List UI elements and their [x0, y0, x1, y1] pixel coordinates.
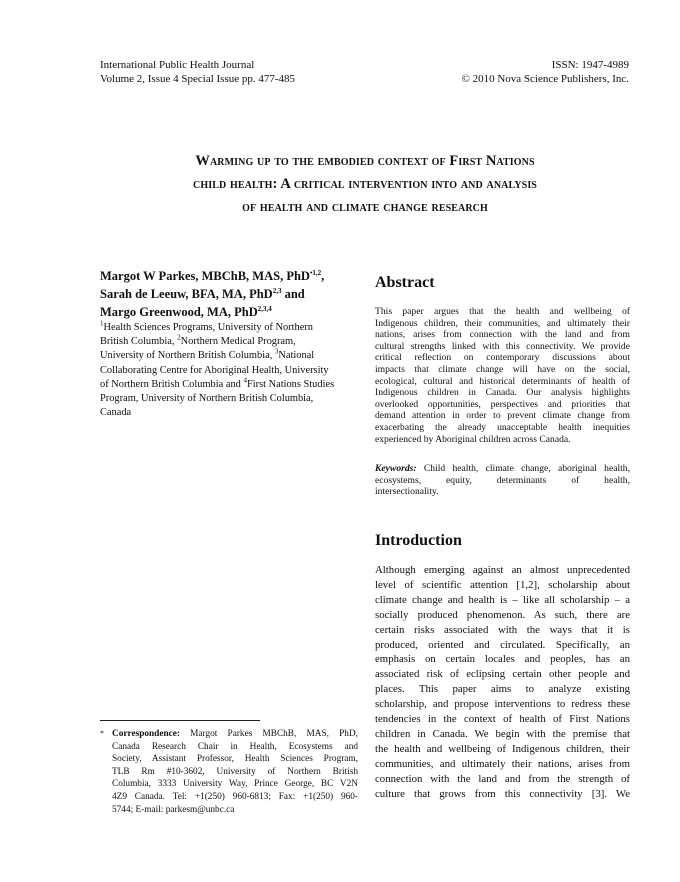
affiliation-text: British Columbia, — [100, 336, 178, 348]
affiliation-text: National — [278, 350, 315, 362]
abstract-line: critical reflection on contemporary discussions about — [375, 352, 630, 364]
affiliation-line: Canada — [100, 407, 132, 419]
abstract-line: impacts that climate change will have on the social, — [375, 363, 630, 375]
title-line: of health and climate change research — [242, 199, 488, 215]
intro-line: level of scientific attention [1,2], scholarship about — [375, 578, 630, 591]
footnote-line: Society, Assistant Professor, Health Sciences Program, — [112, 754, 358, 765]
abstract-line: nations, arises from connection with the land and from — [375, 329, 630, 341]
abstract-heading: Abstract — [375, 274, 435, 291]
affiliation-line — [100, 335, 352, 349]
author-affil-marks: 2,3,4 — [257, 304, 272, 313]
intro-line: children in Canada. We begin with the premise that — [375, 727, 630, 740]
author-list — [100, 267, 352, 321]
correspondence-footnote — [100, 728, 358, 816]
intro-line: produced, oriented and circulated. Specifically, an — [375, 638, 630, 651]
paper-title — [95, 150, 635, 219]
abstract-line: experienced by Aboriginal children across Canada. — [375, 433, 571, 445]
affiliation-mark: 3 — [274, 347, 279, 356]
abstract-line: overlooked opportunities, perspectives and priorities that — [375, 398, 630, 410]
journal-volume: Volume 2, Issue 4 Special Issue pp. 477-485 — [100, 73, 296, 85]
affiliation-line — [100, 378, 352, 392]
affiliation-line: Program, University of Northern British Columbia, — [100, 393, 314, 405]
journal-name: International Public Health Journal — [100, 59, 255, 71]
abstract-line: Indigenous children, their communities, and ultimately their — [375, 317, 630, 329]
affiliation-text: First Nations Studies — [246, 378, 335, 390]
affiliation-text: of Northern British Columbia and — [100, 378, 244, 390]
intro-line: Although emerging against an almost unprecedented — [375, 564, 630, 576]
abstract-line: exacerbating the already unacceptable health inequities — [375, 421, 630, 433]
intro-line: the health and wellbeing of Indigenous children, their — [375, 742, 630, 755]
author-separator: and — [281, 287, 305, 301]
intro-line: emphasis on certain locales and peoples, has an — [375, 653, 630, 666]
abstract-text — [375, 306, 630, 445]
intro-line: climate change and health is – like all scholarship – a — [375, 593, 630, 606]
author-name: Margo Greenwood, MA, PhD — [100, 305, 258, 319]
journal-issn: ISSN: 1947-4989 — [551, 59, 629, 71]
intro-line: connection with the land and from the strength of — [375, 772, 630, 785]
abstract-line: Indigenous children in Canada. Our analysis highlights — [375, 387, 630, 399]
author-line — [100, 267, 352, 285]
footnote-line: 5744; E-mail: parkesm@unbc.ca — [112, 804, 235, 815]
journal-copyright: © 2010 Nova Science Publishers, Inc. — [461, 73, 629, 85]
abstract-line: cultural strengths linked with this connectivity. We provide — [375, 340, 630, 352]
affiliation-text: Northern Medical Program, — [180, 336, 296, 348]
correspondence-label: Correspondence: — [112, 729, 180, 739]
title-line: Warming up to the embodied context of First Nations — [195, 153, 535, 169]
author-line — [100, 285, 352, 303]
running-header-left — [100, 58, 295, 86]
keywords-line: intersectionality. — [375, 486, 439, 498]
intro-line: culture that grows from this connectivity [3]. We — [375, 787, 630, 800]
affiliation-text: Health Sciences Programs, University of Northern — [103, 322, 313, 333]
affiliation-mark: 2 — [177, 333, 181, 342]
intro-line: communities, and ultimately their nations, arises from — [375, 757, 630, 770]
footnote-line: Canada Research Chair in Health, Ecosystems and — [112, 741, 358, 752]
footnote-line: TLB Rm #10-3602, University of Northern British — [112, 766, 358, 777]
title-line: child health: A critical intervention into and analysis — [193, 176, 537, 192]
footnote-divider — [100, 720, 260, 721]
author-affil-marks: 2,3 — [272, 286, 282, 295]
author-line — [100, 303, 352, 321]
keywords-line — [375, 463, 630, 475]
intro-line: places. This paper aims to analyze existing — [375, 683, 630, 696]
intro-line: associated risk of eclipsing certain other people and — [375, 668, 630, 681]
keywords-line: ecosystems, equity, determinants of health, — [375, 474, 630, 486]
affiliation-mark: 1 — [100, 319, 104, 328]
author-name: Sarah de Leeuw, BFA, MA, PhD — [100, 287, 273, 301]
introduction-text — [375, 563, 630, 802]
affiliation-line — [100, 349, 352, 363]
footnote-mark: * — [100, 729, 104, 738]
intro-line: certain risks associated with the ways that it is — [375, 623, 630, 636]
abstract-line: demand attention in order to prevent climate change from — [375, 410, 630, 422]
abstract-line: ecological, cultural and historical determinants of health of — [375, 375, 630, 387]
affiliations — [100, 321, 352, 420]
keywords-text: Child health, climate change, aboriginal health, — [416, 463, 630, 474]
footnote-line: 4Z9 Canada. Tel: +1(250) 960-6813; Fax: +1(250) 960- — [112, 791, 358, 802]
author-name: Margot W Parkes, MBChB, MAS, PhD — [100, 269, 310, 283]
running-header-right — [461, 58, 629, 86]
abstract-line: This paper argues that the health and wellbeing of — [375, 306, 630, 317]
introduction-heading: Introduction — [375, 532, 462, 549]
author-separator: , — [321, 269, 325, 283]
footnote-text: Margot Parkes MBChB, MAS, PhD, — [180, 729, 358, 739]
affiliation-mark: 4 — [243, 376, 247, 385]
intro-line: socially produced phenomenon. As such, there are — [375, 608, 630, 621]
affiliation-line: Collaborating Centre for Aboriginal Health, University — [100, 364, 329, 376]
footnote-line: Columbia, 3333 University Way, Prince George, BC V2N — [112, 779, 358, 790]
intro-line: tendencies in the context of health of First Nations — [375, 713, 630, 726]
footnote-line — [100, 728, 358, 741]
affiliation-text: University of Northern British Columbia, — [100, 350, 275, 362]
author-affil-marks: •1,2 — [309, 268, 322, 277]
affiliation-line — [100, 321, 352, 335]
keywords — [375, 463, 630, 498]
intro-line: scholarship, and propose interventions to redress these — [375, 698, 630, 711]
keywords-label: Keywords: — [375, 463, 417, 474]
